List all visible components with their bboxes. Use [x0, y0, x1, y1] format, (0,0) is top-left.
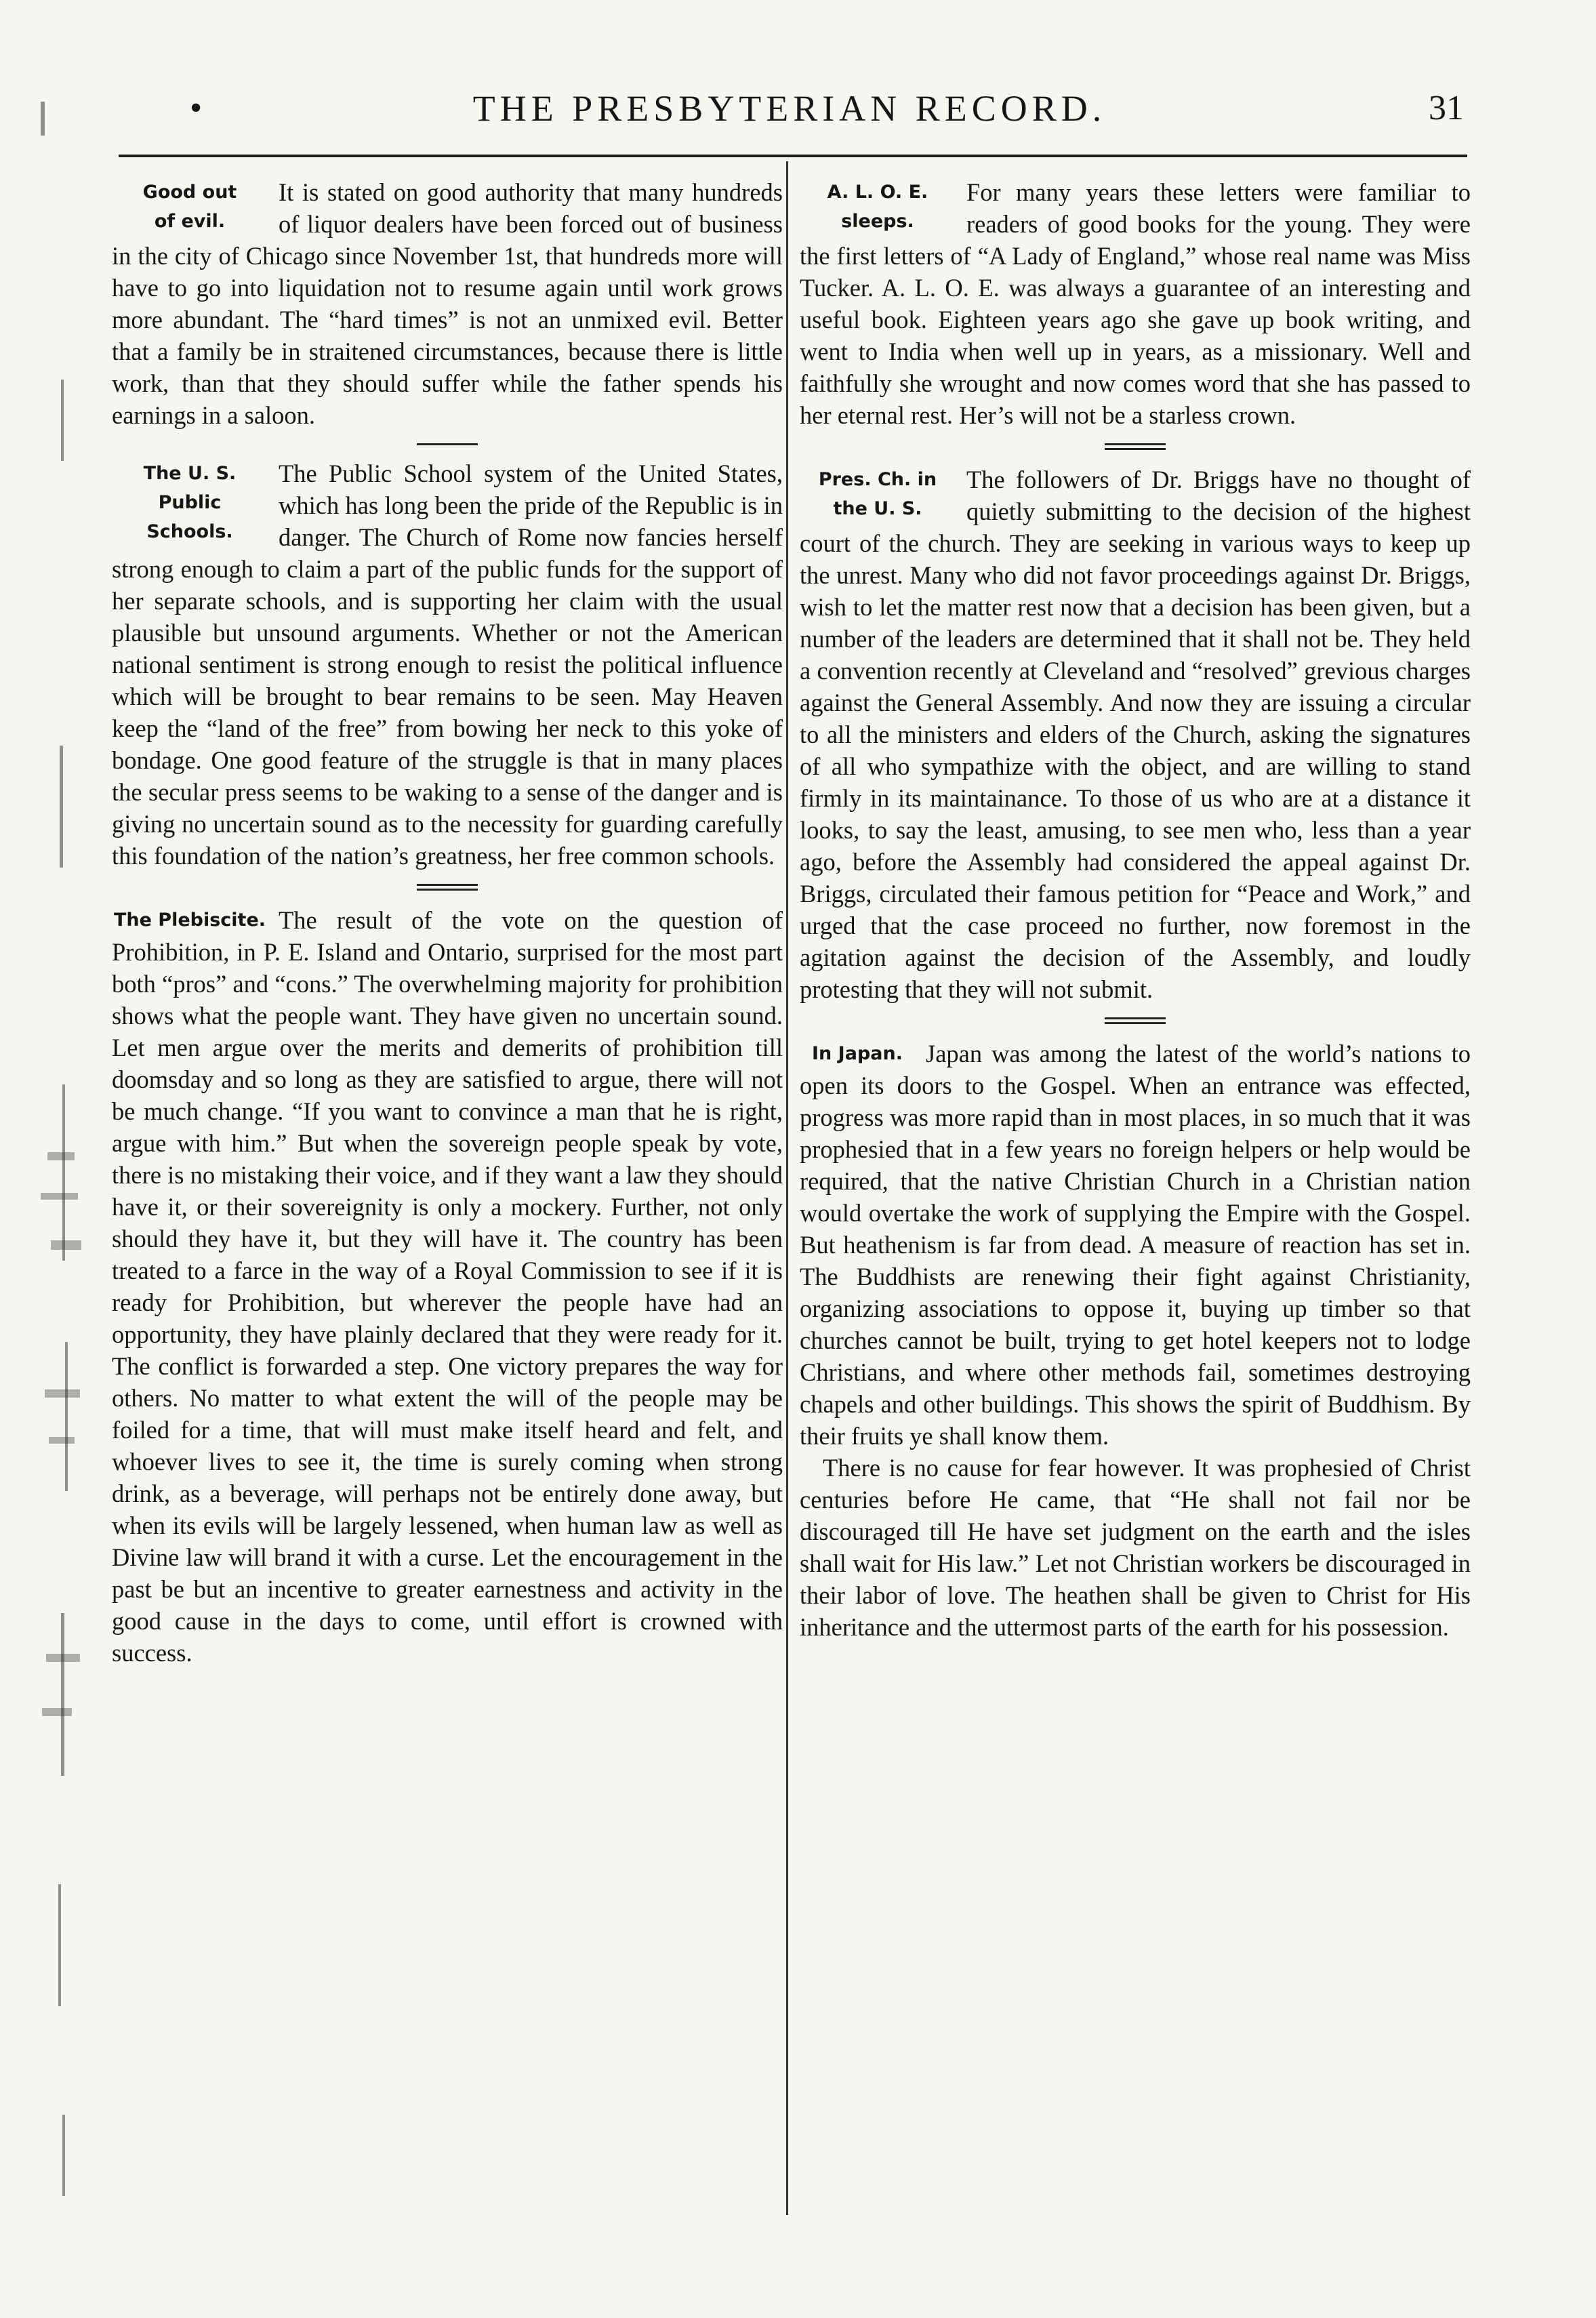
article-sidehead: Good out of evil. — [142, 182, 237, 232]
article-separator — [1105, 443, 1166, 450]
article-paragraph: For many years these letters were familiar to readers of good books for the young. They were the first letters of “A Lady of England,” whose real name was Miss Tucker. A. L. O. E. was always a guarantee of an interesting and useful book. Eighteen years ago she gave up book writing, and went to India when well up in years, as a missionary. Well and faithfully she wrought and now comes word that she has passed to her eternal rest. Her’s will not be a starless crown. — [800, 178, 1471, 429]
page-header — [115, 81, 1464, 136]
right-column — [800, 176, 1471, 1655]
column-divider — [786, 161, 788, 2215]
article-paragraph: There is no cause for fear however. It was prophesied of Christ centuries before He came, that “He shall not fail nor be discouraged till He have set judgment on the earth and the isles shall wait for His law.” Let not Christian workers be discouraged in their labor of love. The heathen shall be given to Christ for His inheritance and the uttermost parts of the earth for his possession. — [800, 1454, 1471, 1641]
article-separator — [417, 443, 478, 445]
article-paragraph: The result of the vote on the question of Prohibition, in P. E. Island and Ontario, surprised for the most part both “pros” and “cons.” The overwhelming majority for prohibition shows what the people want. They have given no uncertain sound. Let men argue over the merits and demerits of prohibition till doomsday and so long as they are satisfied to argue, there will not be much change. “If you want to convince a man that he is right, argue with him.” But when the sovereign people speak by vote, there is no mistaking their voice, and if they want a law they should have it, or their sovereignity is only a mockery. Further, not only should they have it, but they will have it. The country has been treated to a farce in the way of a Royal Commission to see if it is ready for Prohibition, but wherever the people have had an opportunity, they have plainly declared that they were ready for it. The conflict is forwarded a step. One victory prepares the way for others. No matter to what extent the will of the people may be foiled for a time, that will must make itself heard and felt, and whoever lives to see it, the time is surely coming when strong drink, as a beverage, will perhaps not be entirely done away, but when its evils will be largely lessened, when human law as well as Divine law will brand it with a curse. Let the encouragement in the past be but an incentive to greater earnestness and activity in the good cause in the days to come, until effort is crowned with success. — [112, 906, 783, 1667]
article-aloe-sleeps — [800, 176, 1471, 431]
article-paragraph: Japan was among the latest of the world’s nations to open its doors to the Gospel. When an entrance was effected, progress was more rapid than in most places, in so much that it was prophesied that in a few years no foreign helpers or help would be required, that the native Christian Church in a Christian nation would overtake the work of supplying the Empire with the Gospel. But heathenism is far from dead. A measure of reaction has set in. The Buddhists are renewing their fight against Christianity, organizing associations to oppose it, buying up timber so that churches cannot be built, trying to get hotel keepers not to lodge Christians, and where other methods fail, sometimes destroying chapels and other buildings. This shows the spirit of Buddhism. By their fruits ye shall know them. — [800, 1040, 1471, 1450]
article-paragraph: The Public School system of the United States, which has long been the pride of the Republic is in danger. The Church of Rome now fancies herself strong enough to claim a part of the public funds for the support of her separate schools, and is supporting her claim with the usual plausible but unsound arguments. Whether or not the American national sentiment is strong enough to resist the political influence which will be brought to bear remains to be seen. May Heaven keep the “land of the free” from bowing her neck to this yoke of bondage. One good feature of the struggle is that in many places the secular press seems to be waking to a sense of the danger and is giving no uncertain sound as to the necessity for guarding carefully this foundation of the nation’s greatness, her free common schools. — [112, 460, 783, 870]
article-sidehead: The Plebiscite. — [113, 910, 266, 931]
header-bullet: • — [190, 89, 203, 127]
scanned-page-edge-marks — [0, 0, 108, 2318]
article-plebiscite — [112, 904, 783, 1669]
article-separator — [1105, 1017, 1166, 1024]
left-column — [112, 176, 783, 1681]
page-number: 31 — [1429, 89, 1464, 127]
article-in-japan — [800, 1038, 1471, 1643]
article-good-out-of-evil — [112, 176, 783, 431]
article-sidehead: In Japan. — [812, 1043, 903, 1064]
article-paragraph: The followers of Dr. Briggs have no thought of quietly submitting to the decision of the highest court of the church. They are seeking in various ways to keep up the unrest. Many who did not favor proceedings against Dr. Briggs, wish to let the matter rest now that a decision has been given, but a number of the leaders are determined that it shall not be. They held a convention recently at Cleveland and “resolved” grevious charges against the General Assembly. And now they are issuing a circular to all the ministers and elders of the Church, asking the signatures of all who sympathize with the object, and are willing to stand firmly in its maintainance. To those of us who are at a distance it looks, to say the least, amusing, to see men who, less than a year ago, before the Assembly had considered the appeal against Dr. Briggs, circulated their famous petition for “Peace and Work,” and urged that the case proceed no further, now foremost in the agitation against the decision of the Assembly, and loudly protesting that they will not submit. — [800, 466, 1471, 1003]
article-sidehead: A. L. O. E. sleeps. — [827, 182, 928, 232]
article-pres-ch-in-us — [800, 464, 1471, 1005]
header-rule — [119, 155, 1467, 157]
article-sidehead: The U. S. Public Schools. — [143, 463, 237, 542]
article-separator — [417, 884, 478, 891]
article-us-public-schools — [112, 458, 783, 872]
article-paragraph: It is stated on good authority that many hundreds of liquor dealers have been forced out of business in the city of Chicago since November 1st, that hundreds more will have to go into liquidation not to resume again until work grows more abundant. The “hard times” is not an unmixed evil. Better that a family be in straitened circumstances, because there is little work, than that they should suffer while the father spends his earnings in a saloon. — [112, 178, 783, 429]
running-title: THE PRESBYTERIAN RECORD. — [472, 88, 1107, 129]
article-sidehead: Pres. Ch. in the U. S. — [818, 469, 937, 519]
